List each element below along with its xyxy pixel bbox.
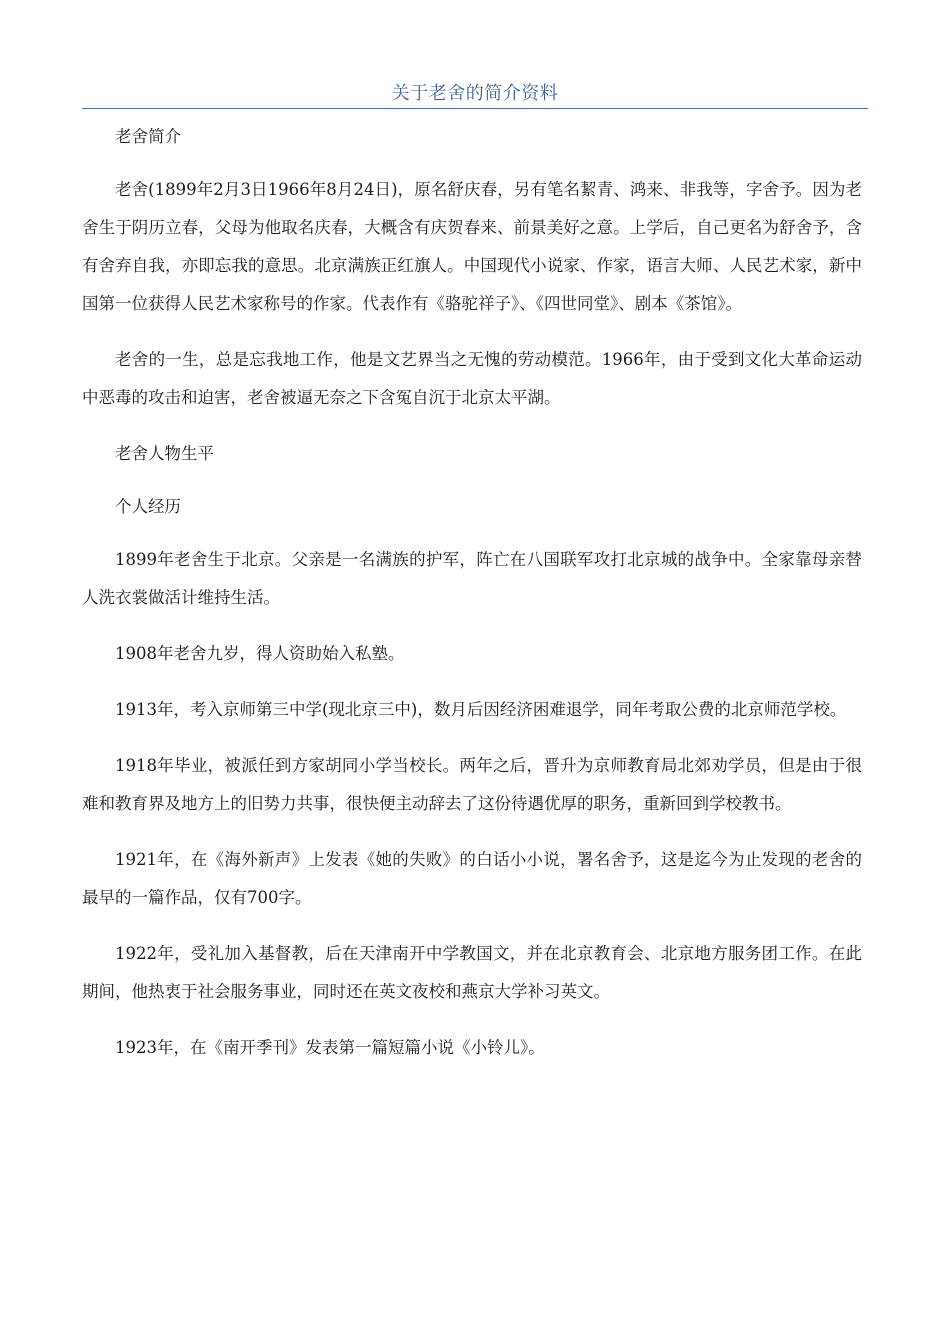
document-header — [82, 80, 868, 109]
section-heading-intro: 老舍简介 — [115, 127, 181, 146]
paragraph-1899: 1899年老舍生于北京。父亲是一名满族的护军，阵亡在八国联军攻打北京城的战争中。全家靠母亲替人洗衣裳做活计维持生活。 — [82, 550, 862, 607]
paragraph-1918: 1918年毕业，被派任到方家胡同小学当校长。两年之后，晋升为京师教育局北郊劝学员，但是由于很难和教育界及地方上的旧势力共事，很快便主动辞去了这份待遇优厚的职务，重新回到学校教书。 — [82, 756, 862, 813]
paragraph-1923: 1923年，在《南开季刊》发表第一篇短篇小说《小铃儿》。 — [115, 1038, 545, 1057]
document-body — [82, 118, 862, 1085]
paragraph-1908: 1908年老舍九岁，得人资助始入私塾。 — [115, 644, 405, 663]
section-heading-personal-experience: 个人经历 — [115, 497, 181, 516]
paragraph-intro: 老舍(1899年2月3日1966年8月24日)，原名舒庆春，另有笔名絜青、鸿来、非我等，字舍予。因为老舍生于阴历立春，父母为他取名庆春，大概含有庆贺春来、前景美好之意。上学后，自己更名为舒舍予，含有舍弃自我，亦即忘我的意思。北京满族正红旗人。中国现代小说家、作家，语言大师、人民艺术家，新中国第一位获得人民艺术家称号的作家。代表作有《骆驼祥子》、《四世同堂》、剧本《茶馆》。 — [82, 180, 862, 313]
section-heading-biography: 老舍人物生平 — [115, 444, 214, 463]
document-title: 关于老舍的简介资料 — [391, 83, 559, 104]
paragraph-1921: 1921年，在《海外新声》上发表《她的失败》的白话小小说，署名舍予，这是迄今为止发现的老舍的最早的一篇作品，仅有700字。 — [82, 850, 862, 907]
paragraph-life-summary: 老舍的一生，总是忘我地工作，他是文艺界当之无愧的劳动模范。1966年，由于受到文化大革命运动中恶毒的攻击和迫害，老舍被逼无奈之下含冤自沉于北京太平湖。 — [82, 350, 862, 407]
paragraph-1922: 1922年，受礼加入基督教，后在天津南开中学教国文，并在北京教育会、北京地方服务团工作。在此期间，他热衷于社会服务事业，同时还在英文夜校和燕京大学补习英文。 — [82, 944, 862, 1001]
paragraph-1913: 1913年，考入京师第三中学(现北京三中)，数月后因经济困难退学，同年考取公费的北京师范学校。 — [115, 700, 847, 719]
